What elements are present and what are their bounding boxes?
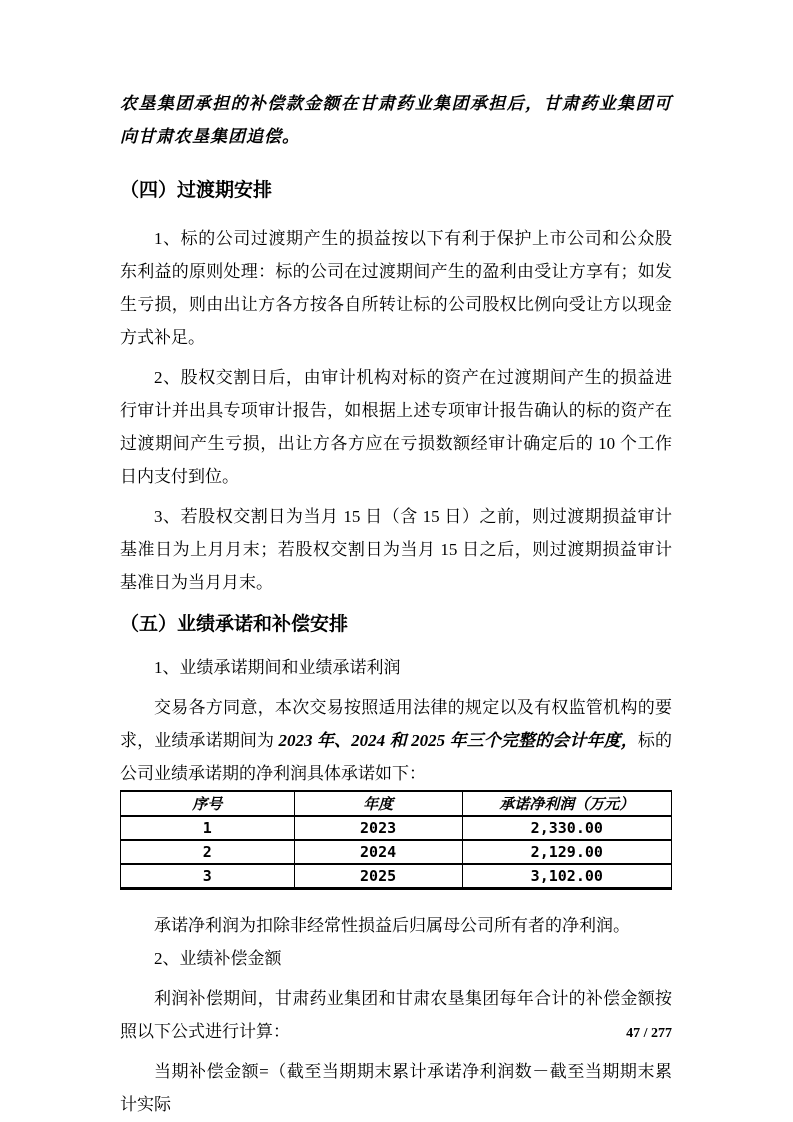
- section5-paragraph-1: [120, 691, 672, 790]
- section-heading-transition-period: （四）过渡期安排: [120, 180, 273, 201]
- section4-paragraph-2: 2、股权交割日后，由审计机构对标的资产在过渡期间产生的损益进行审计并出具专项审计报告，如根据上述专项审计报告确认的标的资产在过渡期间产生亏损，出让方各方应在亏损数额经审计确定后的 10 个工作日内支付到位。: [120, 368, 672, 486]
- table-header-row: [121, 791, 672, 816]
- table-cell-seq: 1: [121, 816, 295, 840]
- section5-paragraph-1-bold-years: 2023 年、2024 和 2025 年三个完整的会计年度，: [278, 731, 638, 750]
- section4-paragraph-3: 3、若股权交割日为当月 15 日（含 15 日）之前，则过渡期损益审计基准日为上月月末；若股权交割日为当月 15 日之后，则过渡期损益审计基准日为当月月末。: [120, 507, 672, 592]
- table-row: [121, 864, 672, 889]
- table-header-year: 年度: [294, 791, 462, 816]
- page-number: 47 / 277: [626, 1026, 672, 1041]
- table-header-seq: 序号: [121, 791, 295, 816]
- table-cell-profit: 3,102.00: [462, 864, 671, 889]
- table-cell-year: 2025: [294, 864, 462, 889]
- table-cell-seq: 3: [121, 864, 295, 889]
- table-row: [121, 840, 672, 864]
- section4-paragraph-1: 1、标的公司过渡期产生的损益按以下有利于保护上市公司和公众股东利益的原则处理：标的公司在过渡期间产生的盈利由受让方享有；如发生亏损，则由出让方各方按各自所转让标的公司股权比例向受让方以现金方式补足。: [120, 229, 672, 347]
- section5-item-2: 2、业绩补偿金额: [154, 949, 282, 968]
- section5-paragraph-4-formula: 当期补偿金额=（截至当期期末累计承诺净利润数－截至当期期末累计实际: [120, 1062, 672, 1114]
- table-cell-profit: 2,330.00: [462, 816, 671, 840]
- table-cell-seq: 2: [121, 840, 295, 864]
- section5-paragraph-3: 利润补偿期间，甘肃药业集团和甘肃农垦集团每年合计的补偿金额按照以下公式进行计算：: [120, 989, 672, 1041]
- section5-paragraph-1-pre: 交易各方同意，本次交易按照适用法律的规定以及有权监管机构的要求，业绩承诺期间为: [120, 698, 672, 750]
- table-header-committed-profit: 承诺净利润（万元）: [462, 791, 671, 816]
- continuation-paragraph: 农垦集团承担的补偿款金额在甘肃药业集团承担后，甘肃药业集团可向甘肃农垦集团追偿。: [120, 94, 672, 146]
- section5-paragraph-2: 承诺净利润为扣除非经常性损益后归属母公司所有者的净利润。: [154, 916, 630, 935]
- section5-item-1: 1、业绩承诺期间和业绩承诺利润: [154, 658, 401, 677]
- section-heading-performance-commitment: （五）业绩承诺和补偿安排: [120, 614, 349, 635]
- table-row: [121, 816, 672, 840]
- table-cell-year: 2023: [294, 816, 462, 840]
- section5-paragraph-1-post: 标的公司业绩承诺期的净利润具体承诺如下：: [120, 731, 673, 783]
- table-cell-year: 2024: [294, 840, 462, 864]
- committed-net-profit-table: [120, 790, 672, 890]
- table-cell-profit: 2,129.00: [462, 840, 671, 864]
